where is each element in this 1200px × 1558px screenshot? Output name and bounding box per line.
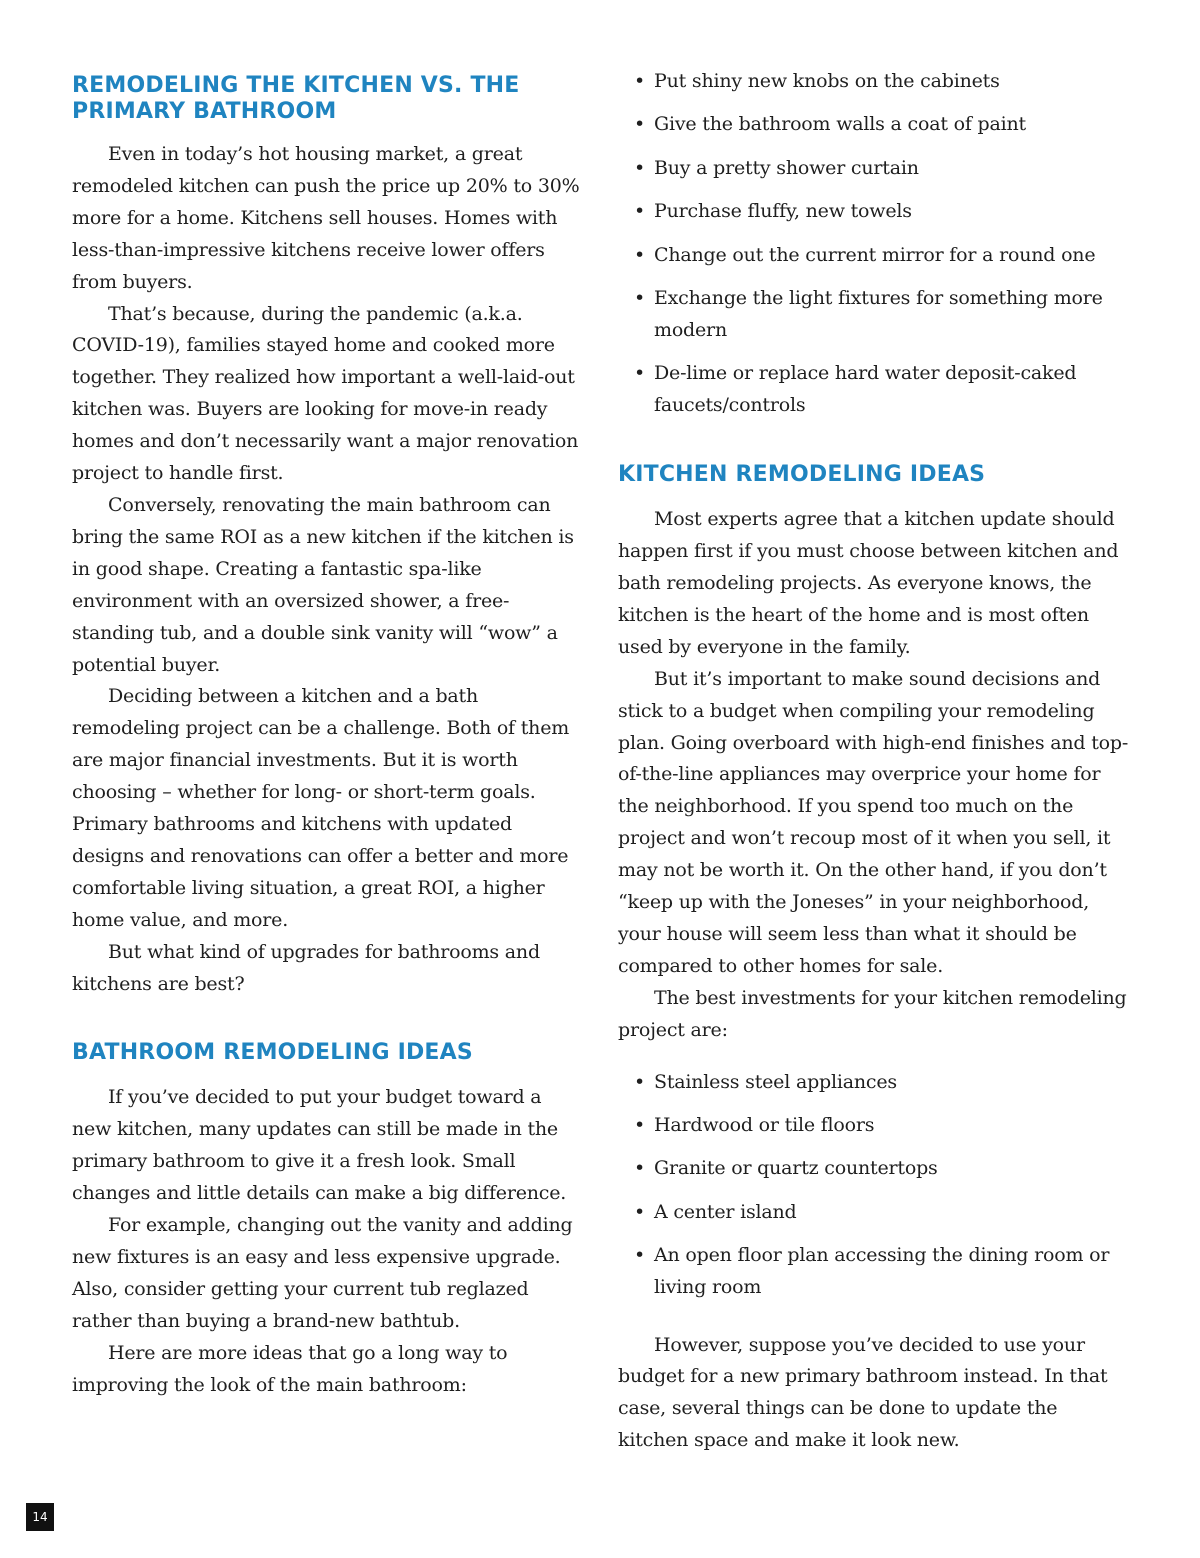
list-item: • De-lime or replace hard water deposit-caked faucets/controls — [618, 358, 1130, 422]
right-column — [618, 0, 1130, 1457]
list-item: • Hardwood or tile floors — [618, 1110, 1130, 1142]
bullet-icon: • — [634, 1070, 646, 1093]
paragraph: That’s because, during the pandemic (a.k.a. COVID-19), families stayed home and cooked more together. They realized how important a well-laid-out kitchen was. Buyers are looking for move-in ready homes and don’t necessarily want a major renovation project to handle first. — [72, 302, 579, 485]
bullet-icon: • — [634, 1244, 646, 1267]
bullet-icon: • — [634, 200, 646, 223]
list-item: • Purchase fluffy, new towels — [618, 196, 1130, 228]
heading-kitchen-remodeling-ideas: KITCHEN REMODELING IDEAS — [618, 462, 986, 488]
bullet-icon: • — [634, 1157, 646, 1180]
paragraph: Deciding between a kitchen and a bath remodeling project can be a challenge. Both of them are major financial investments. But it is worth choosing – whether for long- or short-term goals. Primary bathrooms and kitchens with updated designs and renovations can offer a better and more comfortable living situation, a great ROI, a higher home value, and more. — [72, 685, 570, 931]
paragraph: Here are more ideas that go a long way to improving the look of the main bathroom: — [72, 1341, 508, 1396]
page-number-badge: 14 — [26, 1503, 54, 1531]
list-item: • Give the bathroom walls a coat of paint — [618, 109, 1130, 141]
paragraph: The best investments for your kitchen remodeling project are: — [618, 986, 1127, 1041]
list-item: • Put shiny new knobs on the cabinets — [618, 66, 1130, 98]
list-item: • Stainless steel appliances — [618, 1067, 1130, 1099]
list-item: • Buy a pretty shower curtain — [618, 153, 1130, 185]
bullet-icon: • — [634, 287, 646, 310]
bullet-icon: • — [634, 113, 646, 136]
paragraph: Even in today’s hot housing market, a great remodeled kitchen can push the price up 20% to 30% more for a home. Kitchens sell houses. Homes with less-than-impressive kitchens receive lower offers from buyers. — [72, 143, 580, 293]
list-item: • Exchange the light fixtures for something more modern — [618, 283, 1130, 347]
bullet-icon: • — [634, 156, 646, 179]
list-item: • Change out the current mirror for a round one — [618, 240, 1130, 272]
paragraph: If you’ve decided to put your budget toward a new kitchen, many updates can still be made in the primary bathroom to give it a fresh look. Small changes and little details can make a big difference. — [72, 1086, 567, 1205]
paragraph: However, suppose you’ve decided to use your budget for a new primary bathroom instead. In that case, several things can be done to update the kitchen space and make it look new. — [618, 1333, 1108, 1452]
bullet-icon: • — [634, 1200, 646, 1223]
list-item: • An open floor plan accessing the dining room or living room — [618, 1240, 1130, 1304]
list-item: • Granite or quartz countertops — [618, 1153, 1130, 1185]
left-column — [72, 0, 584, 1402]
heading-kitchen-vs-bathroom: REMODELING THE KITCHEN VS. THE PRIMARY BATHROOM — [72, 73, 520, 124]
list-item: • A center island — [618, 1197, 1130, 1229]
paragraph: But what kind of upgrades for bathrooms and kitchens are best? — [72, 940, 540, 995]
paragraph: But it’s important to make sound decisions and stick to a budget when compiling your remodeling plan. Going overboard with high-end finishes and top-of-the-line appliances may overprice your home for the neighborhood. If you spend too much on the project and won’t recoup most of it when you sell, it may not be worth it. On the other hand, if you don’t “keep up with the Joneses” in your neighborhood, your house will seem less than what it should be compared to other homes for sale. — [618, 667, 1129, 977]
paragraph: Most experts agree that a kitchen update should happen first if you must choose between kitchen and bath remodeling projects. As everyone knows, the kitchen is the heart of the home and is most often used by everyone in the family. — [618, 508, 1119, 658]
heading-bathroom-remodeling-ideas: BATHROOM REMODELING IDEAS — [72, 1040, 473, 1066]
bullet-icon: • — [634, 243, 646, 266]
bullet-icon: • — [634, 1113, 646, 1136]
bathroom-ideas-list — [618, 66, 1130, 422]
kitchen-ideas-list — [618, 1067, 1130, 1304]
paragraph: For example, changing out the vanity and adding new fixtures is an easy and less expensive upgrade. Also, consider getting your current tub reglazed rather than buying a brand-new bathtub. — [72, 1214, 573, 1332]
paragraph: Conversely, renovating the main bathroom can bring the same ROI as a new kitchen if the kitchen is in good shape. Creating a fantastic spa-like environment with an oversized shower, a free-standing tub, and a double sink vanity will “wow” a potential buyer. — [72, 493, 574, 676]
bullet-icon: • — [634, 70, 646, 92]
bullet-icon: • — [634, 362, 646, 385]
